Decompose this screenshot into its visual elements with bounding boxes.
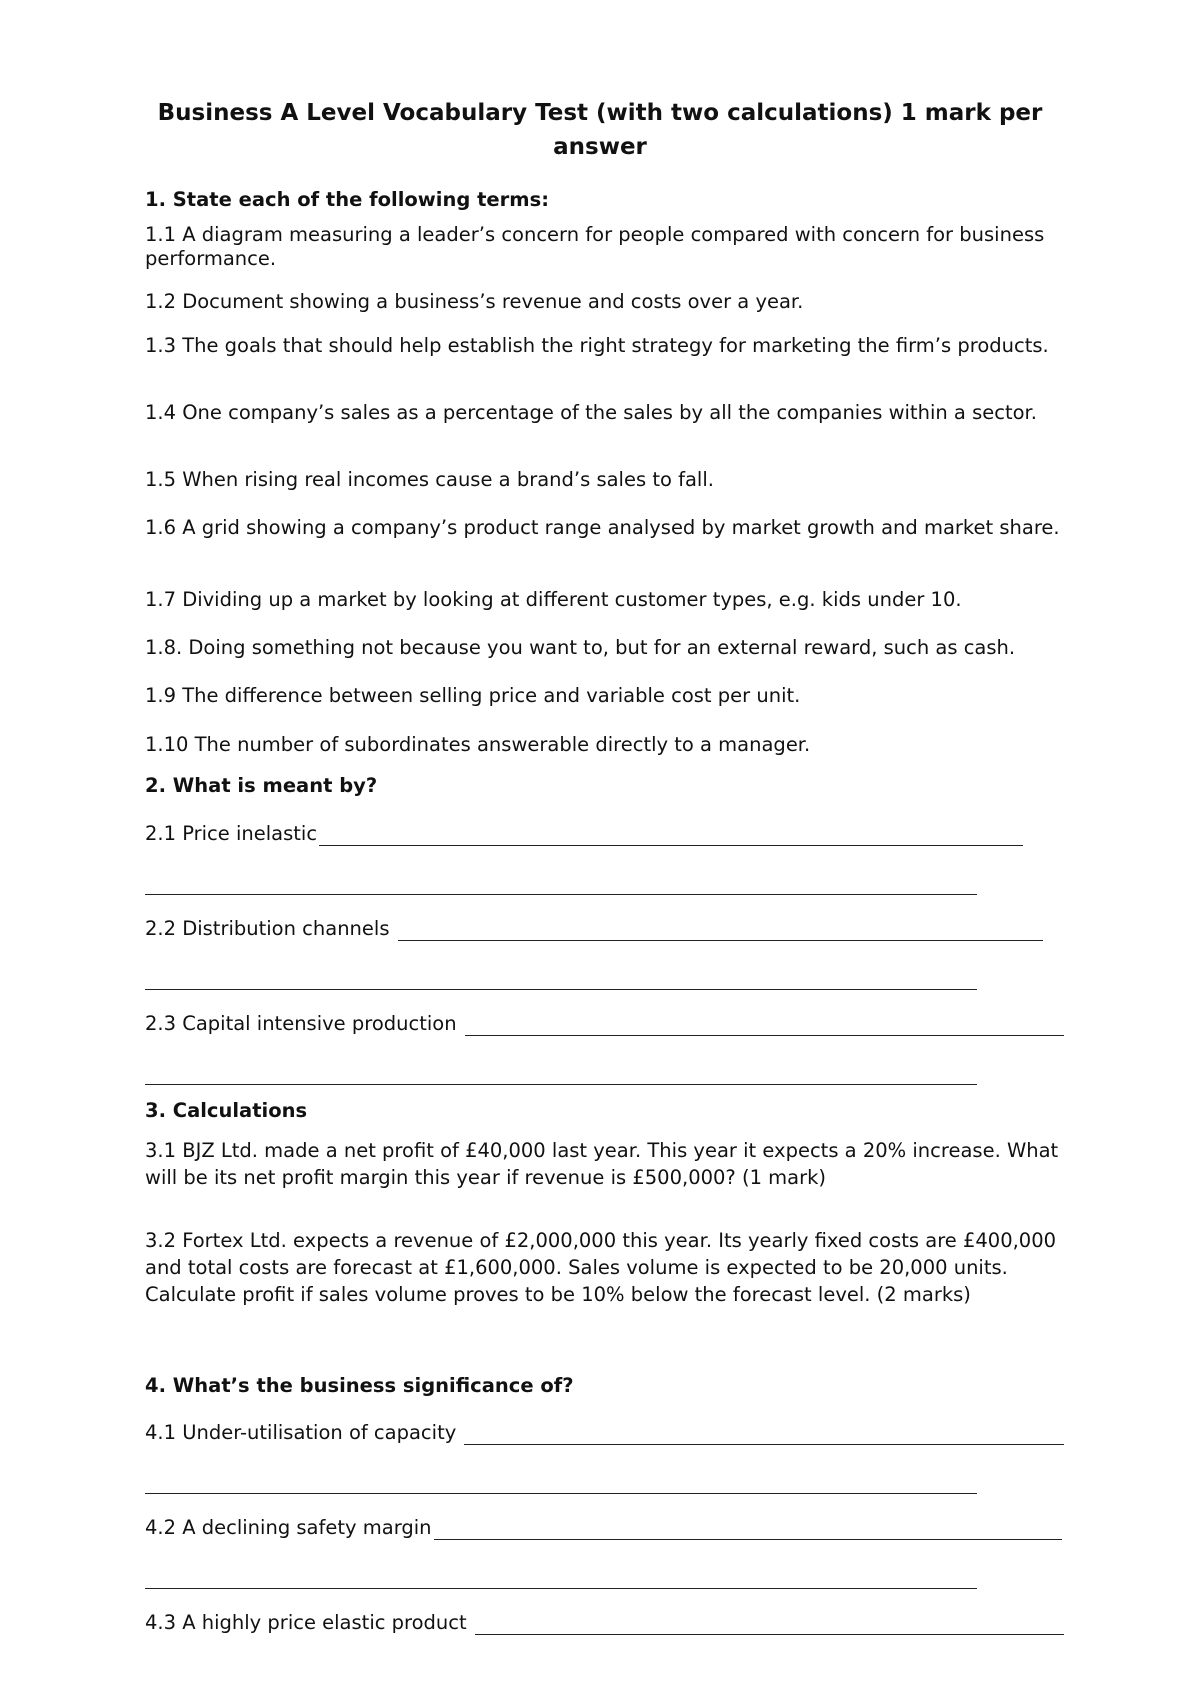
question-1-6: 1.6 A grid showing a company’s product range analysed by market growth and market share. [145,516,1060,539]
question-1-10: 1.10 The number of subordinates answerable directly to a manager. [145,733,811,756]
answer-line-4-3[interactable] [145,1611,1064,1635]
section-2-heading: 2. What is meant by? [145,774,378,797]
answer-line-2-3[interactable] [145,1012,1064,1036]
question-1-2: 1.2 Document showing a business’s revenue and costs over a year. [145,290,804,313]
question-2-2: 2.2 Distribution channels [145,917,390,940]
answer-blank-2-3-continued[interactable] [145,1084,977,1085]
answer-blank-4-2-continued[interactable] [145,1588,977,1589]
answer-line-4-1[interactable] [145,1421,1064,1445]
answer-blank-2-1-continued[interactable] [145,894,977,895]
question-2-1: 2.1 Price inelastic [145,822,318,845]
section-4-heading: 4. What’s the business significance of? [145,1374,574,1397]
answer-blank-2-2[interactable] [398,921,1044,941]
answer-blank-4-2[interactable] [434,1520,1062,1540]
question-4-2: 4.2 A declining safety margin [145,1516,432,1539]
answer-blank-2-1[interactable] [319,826,1023,846]
answer-blank-4-3[interactable] [475,1615,1064,1635]
answer-line-4-2[interactable] [145,1516,1062,1540]
question-3-2: 3.2 Fortex Ltd. expects a revenue of £2,000,000 this year. Its yearly fixed costs are £400,000 and total costs are forecast at £1,600,000. Sales volume is expected to be 20,000 units. Calculate profit if sales volume proves to be 10% below the forecast level. (2 marks) [145,1229,1057,1306]
question-1-1: 1.1 A diagram measuring a leader’s concern for people compared with concern for business performance. [145,223,1045,270]
answer-line-2-2[interactable] [145,917,1043,941]
section-3-heading: 3. Calculations [145,1099,308,1122]
question-1-8: 1.8. Doing something not because you want to, but for an external reward, such as cash. [145,636,1016,659]
page-title: Business A Level Vocabulary Test (with two calculations) 1 mark per answer [157,100,1043,160]
question-1-3: 1.3 The goals that should help establish the right strategy for marketing the firm’s products. [145,334,1049,357]
answer-blank-2-3[interactable] [465,1016,1064,1036]
answer-line-2-1[interactable] [145,822,1023,846]
question-3-1: 3.1 BJZ Ltd. made a net profit of £40,000 last year. This year it expects a 20% increase. What will be its net profit margin this year if revenue is £500,000? (1 mark) [145,1139,1059,1189]
answer-blank-4-1-continued[interactable] [145,1493,977,1494]
question-4-3: 4.3 A highly price elastic product [145,1611,467,1634]
section-1-heading: 1. State each of the following terms: [145,188,549,211]
question-4-1: 4.1 Under-utilisation of capacity [145,1421,457,1444]
question-1-4: 1.4 One company’s sales as a percentage of the sales by all the companies within a sector. [145,401,1037,424]
answer-blank-2-2-continued[interactable] [145,989,977,990]
question-1-9: 1.9 The difference between selling price and variable cost per unit. [145,684,801,707]
question-2-3: 2.3 Capital intensive production [145,1012,457,1035]
answer-blank-4-1[interactable] [464,1425,1064,1445]
question-1-7: 1.7 Dividing up a market by looking at different customer types, e.g. kids under 10. [145,588,962,611]
question-1-5: 1.5 When rising real incomes cause a brand’s sales to fall. [145,468,714,491]
